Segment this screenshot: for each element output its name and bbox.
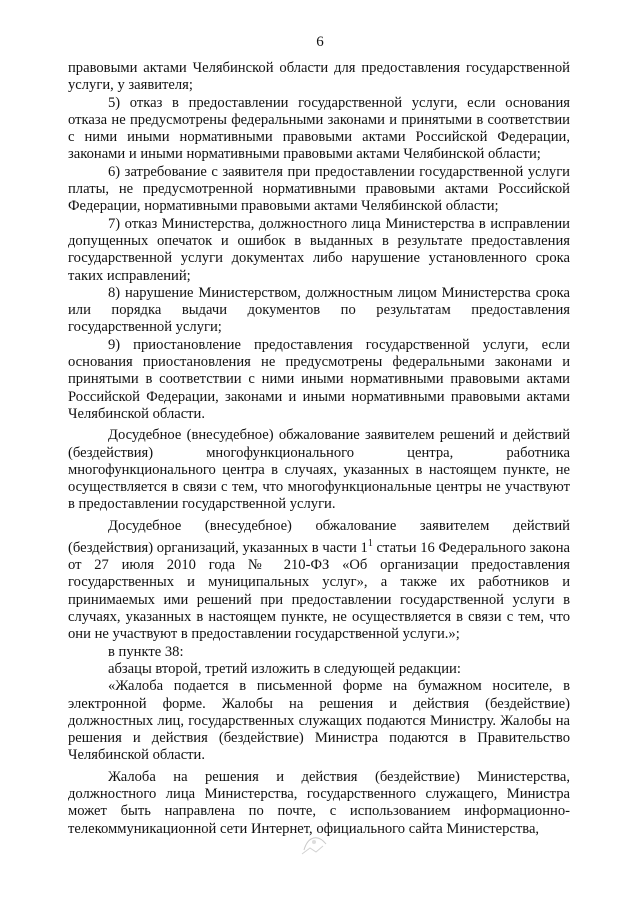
paragraph-item-8: 8) нарушение Министерством, должностным лицом Министерства срока или порядка выдачи документов по результатам предоставления государственной услуги;	[68, 284, 570, 336]
paragraph-point-38: в пункте 38:	[108, 643, 184, 660]
paragraph-complaint-submission: Жалоба на решения и действия (бездействие) Министерства, должностного лица Министерства, государственного служащего, Министра может быть направлена по почте, с использованием информационно-телекоммуникационной сети Интернет, официального сайта Министерства,	[68, 768, 570, 837]
paragraph-item-6: 6) затребование с заявителя при предоставлении государственной услуги платы, не предусмотренной нормативными правовыми актами Российской Федерации, нормативными правовыми актами Челябинской области;	[68, 163, 570, 215]
paragraph-complaint-form: «Жалоба подается в письменной форме на бумажном носителе, в электронной форме. Жалобы на решения и действия (бездействие) должностных лиц, государственных служащих подаются Министру. Жалобы на решения и действия (бездействие) Министра подаются в Правительство Челябинской области.	[68, 678, 570, 764]
paragraph-item-9: 9) приостановление предоставления государственной услуги, если основания приостановления не предусмотрены федеральными законами и принятыми в соответствии с ними иными нормативными правовыми актами Российской Федерации, законами и иными нормативными правовыми актами Челябинской области.	[68, 336, 570, 422]
paragraph-item-5: 5) отказ в предоставлении государственной услуги, если основания отказа не предусмотрены федеральными законами и принятыми в соответствии с ними иными нормативными правовыми актами Российской Федерации, законами и иными нормативными правовыми актами Челябинской области;	[68, 94, 570, 163]
paragraph-mfc-appeal: Досудебное (внесудебное) обжалование заявителем решений и действий (бездействия) многофункционального центра, работника многофункционального центра в случаях, указанных в настоящем пункте, не осуществляется в связи с тем, что многофункциональные центры не участвуют в предоставлении государственной услуги.	[68, 427, 570, 513]
superscript: 1	[367, 538, 373, 550]
paragraph-continuation: правовыми актами Челябинской области для предоставления государственной услуги, у заявителя;	[68, 60, 570, 94]
faint-stamp-mark	[296, 830, 336, 865]
paragraph-item-7: 7) отказ Министерства, должностного лица Министерства в исправлении допущенных опечаток и ошибок в выданных в результате предоставления государственной услуги документах либо нарушение установленного срока таких исправлений;	[68, 215, 570, 284]
page-number: 6	[316, 34, 324, 50]
text-before-superscript: Досудебное (внесудебное) обжалование заявителем действий (бездействия) организаций, указанных в части 1	[68, 517, 570, 556]
paragraph-organizations-appeal	[68, 518, 570, 644]
faint-stamp-icon	[296, 830, 336, 860]
text-after-superscript: статьи 16 Федерального закона от 27 июля 2010 года № 210-ФЗ «Об организации предоставления государственных и муниципальных услуг», а также их работников и принимаемых ими решений при предоставлении государственной услуги в случаях, указанных в настоящем пункте, не осуществляется в связи с тем, что они не участвуют в предоставлении государственной услуги.»;	[68, 539, 570, 643]
body-text	[68, 60, 570, 838]
paragraph-paragraphs-edit: абзацы второй, третий изложить в следующей редакции:	[108, 660, 461, 677]
